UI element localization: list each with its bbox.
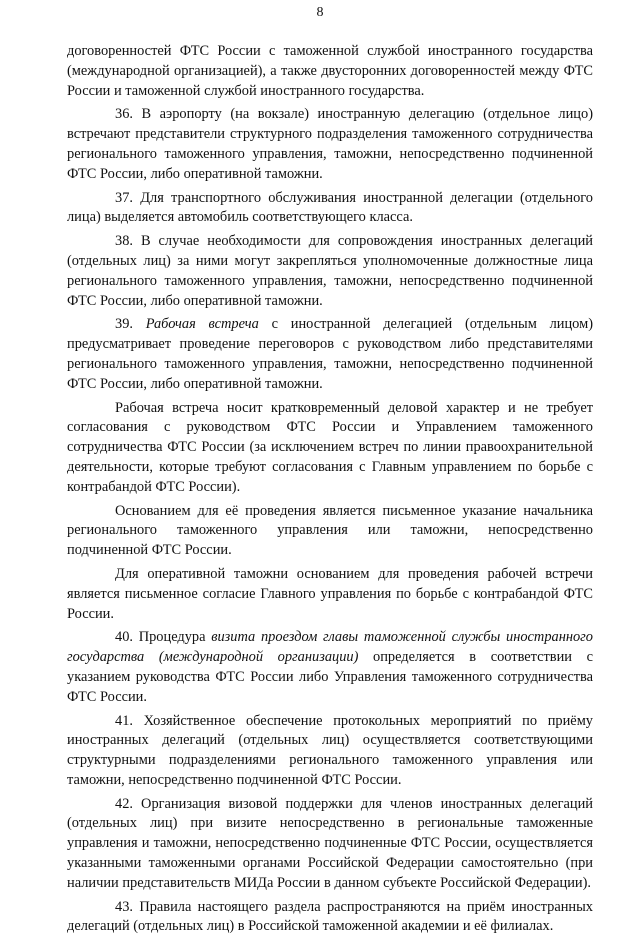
paragraph-37: 37. Для транспортного обслуживания иностранной делегации (отдельного лица) выделяется автомобиль соответствующего класса. [67, 189, 593, 226]
paragraph-39-working-meeting: Рабочая встреча носит кратковременный деловой характер и не требует согласования с руководством ФТС России и Управлением таможенного сотрудничества ФТС России (за исключением встреч по линии правоохранительной деятельности, которые требуют согласования с Главным управлением по борьбе с контрабандой ФТС России). [67, 399, 593, 495]
paragraph-39-operational-customs: Для оперативной таможни основанием для проведения рабочей встречи является письменное согласие Главного управления по борьбе с контрабандой ФТС России. [67, 565, 593, 622]
paragraph-42: 42. Организация визовой поддержки для членов иностранных делегаций (отдельных лиц) при визите непосредственно в региональные таможенные управления и таможни, непосредственно подчиненные ФТС России, осуществляется указанными таможенными органами Российской Федерации самостоятельно (при наличии представительств МИДа России в данном субъекте Российской Федерации). [67, 795, 593, 891]
paragraph-39-basis: Основанием для её проведения является письменное указание начальника регионального таможенного управления или таможни, непосредственно подчиненной ФТС России. [67, 502, 593, 559]
paragraph-36: 36. В аэропорту (на вокзале) иностранную делегацию (отдельное лицо) встречают представители структурного подразделения таможенного сотрудничества регионального таможенного управления, таможни, непосредственно подчиненной ФТС России, либо оперативной таможни. [67, 106, 593, 182]
paragraph-40-term: визита проездом главы таможенной службы иностранного государства (международной организации) [67, 629, 593, 666]
paragraph-43: 43. Правила настоящего раздела распространяются на приём иностранных делегаций (отдельных лиц) в Российской таможенной академии и её филиалах. [67, 898, 593, 935]
paragraph-40 [67, 628, 593, 707]
paragraph-40-rest: определяется в соответствии с указанием руководства ФТС России либо Управления таможенного сотрудничества ФТС России. [67, 649, 594, 705]
paragraph-40-lead: 40. Процедура [115, 629, 212, 646]
paragraph-41: 41. Хозяйственное обеспечение протокольных мероприятий по приёму иностранных делегаций (отдельных лиц) осуществляется соответствующими структурными подразделениями регионального таможенного управления или таможни, непосредственно подчиненной ФТС России. [67, 712, 593, 788]
document-body [67, 42, 593, 941]
paragraph-39-rest: с иностранной делегацией (отдельным лицом) предусматривает проведение переговоров с руководством либо представителями регионального таможенного управления, таможни, непосредственно подчиненной ФТС России, либо оперативной таможни. [67, 316, 593, 392]
paragraph-39-lead: 39. [115, 316, 146, 333]
paragraph-39 [67, 315, 593, 394]
paragraph-38: 38. В случае необходимости для сопровождения иностранных делегаций (отдельных лиц) за ними могут закрепляться уполномоченные должностные лица регионального таможенного управления, таможни, непосредственно подчиненной ФТС России, либо оперативной таможни. [67, 233, 593, 309]
paragraph-continuation: договоренностей ФТС России с таможенной службой иностранного государства (международной организацией), а также двусторонних договоренностей между ФТС России и таможенной службой иностранного государства. [67, 43, 593, 99]
page-number: 8 [316, 5, 324, 20]
paragraph-39-term: Рабочая встреча [145, 316, 259, 333]
